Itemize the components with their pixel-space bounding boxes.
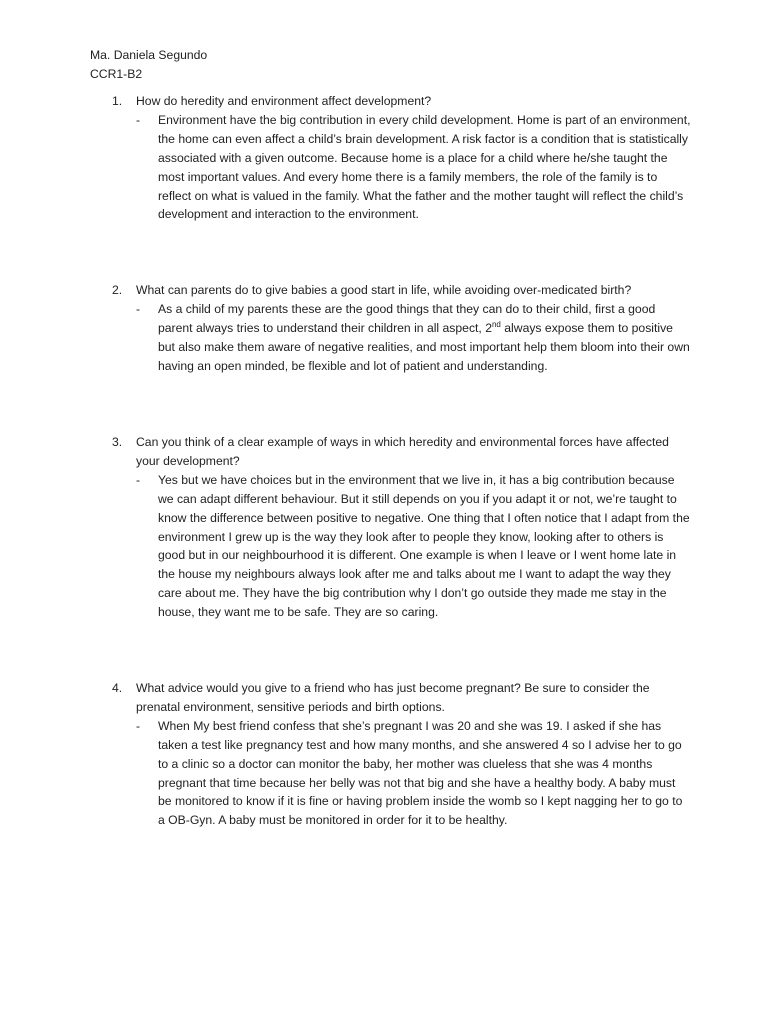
question-text: What can parents do to give babies a good start in life, while avoiding over-medicated birth?	[136, 283, 632, 297]
answer-4	[136, 717, 692, 830]
question-2	[112, 281, 692, 376]
answer-text: Environment have the big contribution in every child development. Home is part of an environment, the home can even affect a child’s brain development. A risk factor is a condition that is statistically associated with a given outcome. Because home is a place for a child where he/she taught the most important values. And every home there is a family members, the role of the family is to reflect on what is valued in the family. What the father and the mother taught will reflect the child’s development and interaction to the environment.	[158, 112, 691, 222]
bullet-dash: -	[136, 301, 141, 316]
answer-3	[136, 471, 692, 622]
bullet-dash: -	[136, 472, 141, 487]
ordinal-superscript: nd	[491, 319, 501, 329]
question-number: 2.	[112, 283, 123, 297]
question-number: 1.	[112, 94, 123, 108]
answer-text-part: As a child of my parents these are the good things that they can do to their child, first a good parent always tries to understand their children in all aspect, 2	[158, 301, 656, 335]
question-3	[112, 433, 692, 622]
answer-text-part: always expose them to positive but also make them aware of negative realities, and most important help them bloom into their own having an open minded, be flexible and lot of patient and understanding.	[158, 320, 690, 373]
class-section: CCR1-B2	[90, 67, 143, 81]
answer-2	[136, 300, 692, 376]
question-number: 3.	[112, 435, 123, 449]
student-name: Ma. Daniela Segundo	[90, 48, 208, 62]
answer-text: When My best friend confess that she’s pregnant I was 20 and she was 19. I asked if she has taken a test like pregnancy test and how many months, and she answered 4 so I advise her to go to a clinic so a doctor can monitor the baby, her mother was clueless that she was 4 months pregnant that time because her belly was not that big and she have a healthy body. A baby must be monitored to know if it is fine or having problem inside the womb so I kept nagging her to go to a OB-Gyn. A baby must be monitored in order for it to be healthy.	[158, 718, 683, 828]
bullet-dash: -	[136, 112, 141, 127]
question-text: How do heredity and environment affect development?	[136, 94, 432, 108]
answer-text	[158, 300, 692, 376]
question-text: Can you think of a clear example of ways in which heredity and environmental forces have affected your development?	[136, 435, 669, 468]
question-4	[112, 679, 692, 830]
question-1	[112, 92, 692, 224]
bullet-dash: -	[136, 718, 141, 733]
document-header	[90, 46, 207, 84]
answer-text: Yes but we have choices but in the environment that we live in, it has a big contribution because we can adapt different behaviour. But it still depends on you if you adapt it or not, we’re taught to know the difference between positive to negative. One thing that I often notice that I adapt from the environment I grew up is the way they look after to people they know, looking after to others is good but in our neighbourhood it is different. One example is when I leave or I went home late in the house my neighbours always look after me and talks about me I want to adapt the way they care about me. They have the big contribution why I don’t go outside they made me stay in the house, they want me to be safe. They are so caring.	[158, 472, 690, 620]
question-text: What advice would you give to a friend who has just become pregnant? Be sure to consider the prenatal environment, sensitive periods and birth options.	[136, 681, 650, 714]
answer-1	[136, 111, 692, 224]
question-number: 4.	[112, 681, 123, 695]
